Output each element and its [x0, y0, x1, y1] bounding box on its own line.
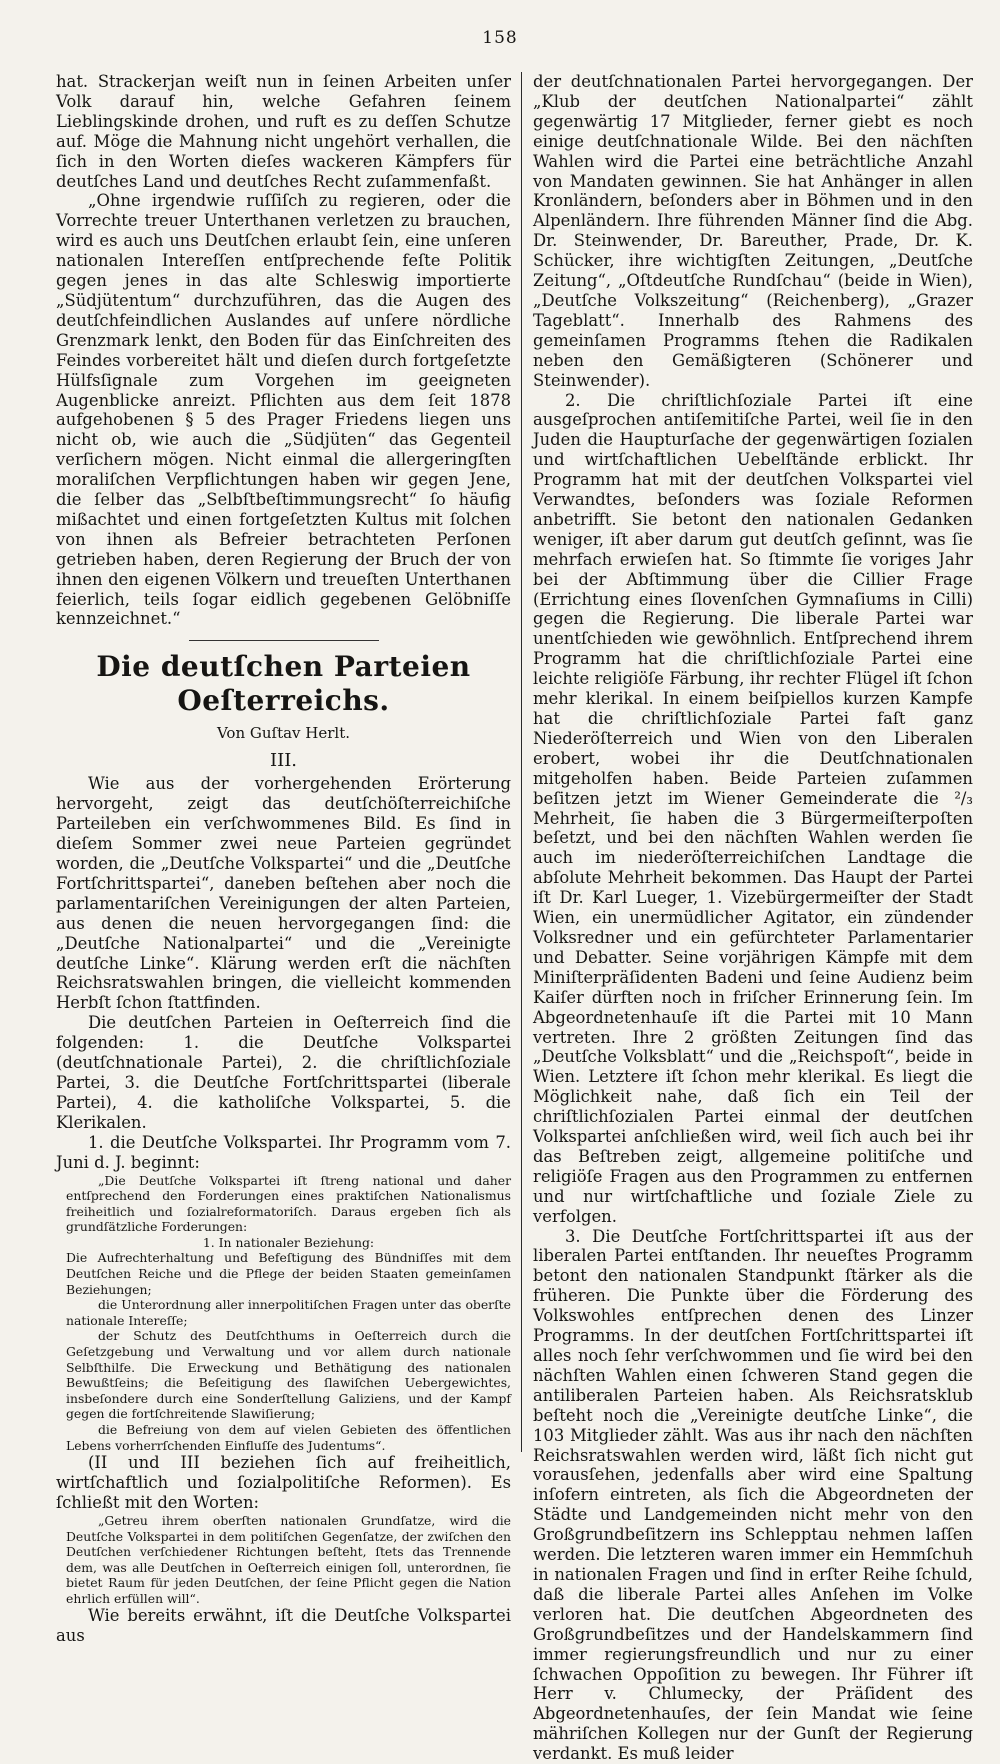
quote-paragraph: „Ohne irgendwie ruſſiſch zu regieren, oder die Vorrechte treuer Unterthanen verletzen zu brauchen, wird es auch uns Deutſchen erlaubt ſein, eine unſeren nationalen Intereſſen entſprechende feſte Politik gegen jenes in das alte Schleswig importierte „Südjütentum“ durchzuführen, das die Augen des deutſchfeindlichen Auslandes auf unſere nördliche Grenzmark lenkt, den Boden für das Einſchreiten des Feindes vorbereitet hält und dieſen durch fortgeſetzte Hülfsſignale zum Vorgehen im geeigneten Augenblicke anreizt. Pflichten aus dem ſeit 1878 aufgehobenen § 5 des Prager Friedens liegen uns nicht ob, wie auch die „Südjüten“ das Gegenteil verſichern mögen. Nicht einmal die allergeringſten moraliſchen Verpflichtungen haben wir gegen Jene, die ſelber das „Selbſtbeſtimmungsrecht“ ſo häufig mißachtet und einen fortgeſetzten Kultus mit ſolchen von ihnen als Befreier betrachteten Perſonen getrieben haben, deren Regierung der Bruch der von ihnen den eigenen Völkern und treueſten Unterthanen feierlich, teils ſogar eidlich gegebenen Gelöbniſſe kennzeichnet.“ — [56, 191, 511, 629]
paragraph: der deutſchnationalen Partei hervorgegangen. Der „Klub der deutſchen Nationalpartei“ zählt gegenwärtig 17 Mitglieder, ferner giebt es noch einige deutſchnationale Wilde. Bei den nächſten Wahlen wird die Partei eine beträchtliche Anzahl von Mandaten gewinnen. Sie hat Anhänger in allen Kronländern, beſonders aber in Böhmen und in den Alpenländern. Ihre führenden Männer ſind die Abg. Dr. Steinwender, Dr. Bareuther, Prade, Dr. K. Schücker, ihre wichtigſten Zeitungen, „Deutſche Zeitung“, „Oſtdeutſche Rundſchau“ (beide in Wien), „Deutſche Volkszeitung“ (Reichenberg), „Grazer Tageblatt“. Innerhalb des Rahmens des gemeinſamen Programms ſtehen die Radikalen neben den Gemäßigteren (Schönerer und Steinwender). — [533, 72, 973, 390]
paragraph: (II und III beziehen ſich auf freiheitlich, wirtſchaftlich und ſozialpolitiſche Reformen). Es ſchließt mit den Worten: — [56, 1453, 511, 1512]
paragraph: Die deutſchen Parteien in Oeſterreich ſind die folgenden: 1. die Deutſche Volkspartei (deutſchnationale Partei), 2. die chriſtlichſoziale Partei, 3. die Deutſche Fortſchrittspartei (liberale Partei), 4. die katholiſche Volkspartei, 5. die Klerikalen. — [56, 1013, 511, 1132]
left-column — [56, 72, 511, 1646]
program-quote — [66, 1173, 511, 1454]
paragraph: hat. Strackerjan weiſt nun in ſeinen Arbeiten unſer Volk darauf hin, welche Gefahren ſeinem Lieblingskinde drohen, und ruft es zu deſſen Schutze auf. Möge die Mahnung nicht ungehört verhallen, die ſich in den Worten dieſes wackeren Kämpfers für deutſches Land und deutſches Recht zuſammenfaßt. — [56, 72, 511, 191]
quote-line: Die Aufrechterhaltung und Befeſtigung des Bündniſſes mit dem Deutſchen Reiche und die Pflege der beiden Staaten gemeinſamen Beziehungen; — [66, 1250, 511, 1297]
paragraph: 2. Die chriſtlichſoziale Partei iſt eine ausgeſprochen antiſemitiſche Partei, weil ſie in den Juden die Haupturſache der gegenwärtigen ſozialen und wirtſchaftlichen Uebelſtände erblickt. Ihr Programm hat mit der deutſchen Volkspartei viel Verwandtes, beſonders was ſoziale Reformen anbetrifft. Sie betont den nationalen Gedanken weniger, iſt aber darum gut deutſch geſinnt, was ſie mehrfach erwieſen hat. So ſtimmte ſie voriges Jahr bei der Abſtimmung über die Cillier Frage (Errichtung eines ſlovenſchen Gymnaſiums in Cilli) gegen die Regierung. Die liberale Partei war unentſchieden wie gewöhnlich. Entſprechend ihrem Programm hat die chriſtlichſoziale Partei eine leichte religiöſe Färbung, ihr rechter Flügel iſt ſchon mehr klerikal. In einem beiſpiellos kurzen Kampfe hat die chriſtlichſoziale Partei faſt ganz Niederöſterreich und Wien von den Liberalen erobert, wobei ihr die Deutſchnationalen mitgeholfen haben. Beide Parteien zuſammen beſitzen jetzt im Wiener Gemeinderate die ²/₃ Mehrheit, ſie haben die 3 Bürgermeiſterpoſten beſetzt, und bei den nächſten Wahlen werden ſie auch im niederöſterreichiſchen Landtage die abſolute Mehrheit bekommen. Das Haupt der Partei iſt Dr. Karl Lueger, 1. Vizebürgermeiſter der Stadt Wien, ein unermüdlicher Agitator, ein zündender Volksredner und ein gefürchteter Parlamentarier und Debatter. Seine vorjährigen Kämpfe mit dem Miniſterpräſidenten Badeni und ſeine Audienz beim Kaiſer dürften noch in friſcher Erinnerung ſein. Im Abgeordnetenhauſe iſt die Partei mit 10 Mann vertreten. Ihre 2 größten Zeitungen ſind das „Deutſche Volksblatt“ und die „Reichspoſt“, beide in Wien. Letztere iſt ſchon mehr klerikal. Es liegt die Möglichkeit nahe, daß ſich ein Teil der chriſtlichſozialen Partei einmal der deutſchen Volkspartei anſchließen wird, weil ſich auch bei ihr das Beſtreben zeigt, allgemeine politiſche und religiöſe Fragen aus den Programmen zu entfernen und nur wirtſchaftliche und ſoziale Ziele zu verfolgen. — [533, 390, 973, 1226]
paragraph: Wie aus der vorhergehenden Erörterung hervorgeht, zeigt das deutſchöſterreichiſche Parteileben ein verſchwommenes Bild. Es ſind in dieſem Sommer zwei neue Parteien gegründet worden, die „Deutſche Volkspartei“ und die „Deutſche Fortſchrittspartei“, daneben beſtehen aber noch die parlamentariſchen Vereinigungen der alten Parteien, aus denen die neuen hervorgegangen ſind: die „Deutſche Nationalpartei“ und die „Vereinigte deutſche Linke“. Klärung werden erſt die nächſten Reichsratswahlen bringen, die vielleicht kommenden Herbſt ſchon ſtattfinden. — [56, 774, 511, 1013]
right-column — [533, 72, 973, 1764]
page-number: 158 — [482, 28, 518, 48]
paragraph: 3. Die Deutſche Fortſchrittspartei iſt aus der liberalen Partei entſtanden. Ihr neueſtes Programm betont den nationalen Standpunkt ſtärker als die früheren. Die Punkte über die Förderung des Volkswohles entſprechen denen des Linzer Programms. In der deutſchen Fortſchrittspartei iſt alles noch ſehr verſchwommen und ſie wird bei den nächſten Wahlen einen ſchweren Stand gegen die antiliberalen Parteien haben. Als Reichsratsklub beſteht noch die „Vereinigte deutſche Linke“, die 103 Mitglieder zählt. Was aus ihr nach den nächſten Reichsratswahlen werden wird, läßt ſich nicht gut vorausſehen, jedenfalls aber wird eine Spaltung inſofern eintreten, als ſich die Abgeordneten der Städte und Landgemeinden nicht mehr von den Großgrundbeſitzern ins Schlepptau nehmen laſſen werden. Die letzteren waren immer ein Hemmſchuh in nationalen Fragen und ſind in erſter Reihe ſchuld, daß die liberale Partei alles Anſehen im Volke verloren hat. Die deutſchen Abgeordneten des Großgrundbeſitzes und der Handelskammern ſind immer regierungsfreundlich und nur zu einer ſchwachen Oppoſition zu bewegen. Ihr Führer iſt Herr v. Chlumecky, der Präſident des Abgeordnetenhauſes, der ſein Mandat wie ſeine mähriſchen Kollegen nur der Gunſt der Regierung verdankt. Es muß leider — [533, 1226, 973, 1764]
section-number: III. — [269, 750, 298, 772]
quote-line: der Schutz des Deutſchthums in Oeſterreich durch die Geſetzgebung und Verwaltung und vor allem durch nationale Selbſthilfe. Die Erweckung und Bethätigung des nationalen Bewußtſeins; die Beſeitigung des ſlawiſchen Uebergewichtes, insbeſondere durch eine Sonderſtellung Galiziens, und der Kampf gegen die fortſchreitende Slawiſierung; — [66, 1328, 511, 1422]
separator-rule — [189, 640, 379, 641]
quote-line: „Die Deutſche Volkspartei iſt ſtreng national und daher entſprechend den Forderungen eines praktiſchen Nationalismus freiheitlich und ſozialreformatoriſch. Daraus ergeben ſich als grundſätzliche Forderungen: — [66, 1172, 511, 1235]
closing-quote — [66, 1513, 511, 1607]
column-divider — [521, 72, 522, 1452]
quote-line: „Getreu ihrem oberſten nationalen Grundſatze, wird die Deutſche Volkspartei in dem politiſchen Gegenſatze, der zwiſchen den Deutſchen verſchiedener Richtungen beſteht, ſtets das Trennende dem, was alle Deutſchen in Oeſterreich einigen ſoll, unterordnen, ſie bietet Raum für jeden Deutſchen, der ſeine Pflicht gegen die Nation ehrlich erfüllen will“. — [66, 1512, 511, 1606]
article-author: Von Guſtav Herlt. — [216, 724, 351, 743]
quote-line: die Befreiung von dem auf vielen Gebieten des öffentlichen Lebens vorherrſchenden Einfluſſe des Judentums“. — [66, 1422, 511, 1453]
paragraph: Wie bereits erwähnt, iſt die Deutſche Volkspartei aus — [56, 1606, 511, 1646]
quote-heading: 1. In nationaler Beziehung: — [202, 1234, 375, 1250]
article-title: Die deutſchen Parteien Oeſterreichs. — [96, 650, 471, 718]
paragraph: 1. die Deutſche Volkspartei. Ihr Programm vom 7. Juni d. J. beginnt: — [56, 1132, 511, 1172]
quote-line: die Unterordnung aller innerpolitiſchen Fragen unter das oberſte nationale Intereſſe; — [66, 1297, 511, 1328]
